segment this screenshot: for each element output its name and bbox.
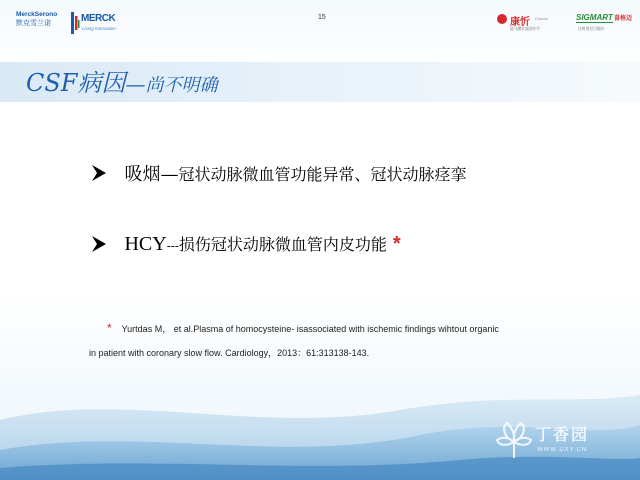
reference-line-2: in patient with coronary slow flow. Cardiology，2013：61:313138-143. [89,348,370,358]
bullet-dash: — [160,164,179,185]
title-dash: — [125,72,146,96]
sigmart-cn: 喜格迈 [614,16,633,22]
sigmart-logo [574,12,634,36]
merck-serono-brand: MerckSerono [16,11,58,18]
sigmart-sub: 注射用尼可地尔 [578,27,605,31]
page-number: 15 [318,14,326,21]
bullet-dash: --- [166,239,179,253]
title-main: CSF病因 [26,69,126,97]
reference-line-1 [89,316,609,341]
merck-mark-icon [70,10,80,36]
merck-serono-cn: 默克雪兰诺 [16,20,51,27]
arrow-bullet-icon [90,164,108,182]
bullet-label [124,165,466,184]
slide-title [26,63,217,98]
footnote-star: * [392,232,401,255]
dxy-watermark-cn: 丁香园 [535,427,590,444]
reference-footnote [89,316,609,365]
sigmart-wordmark: SIGMART [576,13,613,22]
merck-tagline: Living Innovation [82,26,116,31]
slide-header [0,0,640,45]
bullet-label [124,235,386,254]
merck-logo [70,8,116,38]
merck-wordmark: MERCK [81,13,116,24]
kangxin-en: Concor [535,16,548,21]
bullet-smoking [90,160,466,186]
kangxin-logo [497,12,571,36]
bullet-head: 吸烟 [124,164,161,185]
dxy-watermark-url: WWW.DXY.CN [537,447,588,453]
kangxin-cn: 康忻 [510,17,530,28]
dxy-flower-icon [495,420,533,460]
bullet-head: HCY [124,233,167,255]
bullet-body: 损伤冠状动脉微血管内皮功能 [178,235,387,254]
bullet-body: 冠状动脉微血管功能异常、冠状动脉痉挛 [178,165,467,184]
bullet-hcy [90,232,401,256]
arrow-bullet-icon [90,235,108,253]
title-sub: 尚不明确 [145,75,218,96]
dxy-watermark [495,420,635,470]
reference-text-1: Yurtdas M， et al.Plasma of homocysteine- isassociated with ischemic findings wihtout organic [121,324,499,334]
kangxin-sub: 富马酸比索洛尔片 [510,27,541,31]
kangxin-dot-icon [497,14,507,24]
reference-star: * [107,321,112,335]
merck-serono-logo [16,10,64,36]
